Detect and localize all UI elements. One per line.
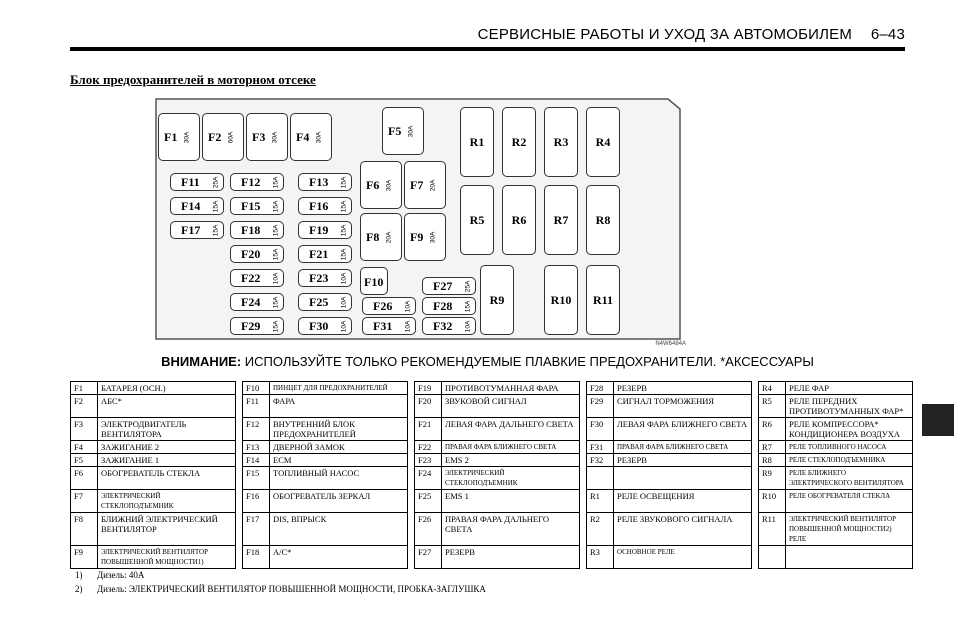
cell-description: DIS, ВПРЫСК bbox=[270, 513, 408, 546]
cell-description: EMS 1 bbox=[442, 490, 580, 513]
relay-label: R1 bbox=[469, 135, 485, 149]
column-gap bbox=[752, 513, 759, 546]
relay-r3 bbox=[544, 107, 578, 177]
cell-description: ЛЕВАЯ ФАРА БЛИЖНЕГО СВЕТА bbox=[614, 418, 752, 441]
fuse-f14 bbox=[170, 197, 224, 215]
column-gap bbox=[752, 382, 759, 395]
cell-code: R9 bbox=[759, 467, 786, 490]
column-gap bbox=[408, 490, 415, 513]
cell-code: R7 bbox=[759, 441, 786, 454]
fuse-label: F29 bbox=[241, 319, 261, 333]
fuse-f17 bbox=[170, 221, 224, 239]
fuse-f26 bbox=[362, 297, 416, 315]
cell-description: ОСНОВНОЕ РЕЛЕ bbox=[614, 546, 752, 569]
fuse-f22 bbox=[230, 269, 284, 287]
column-gap bbox=[752, 454, 759, 467]
fuse-label: F28 bbox=[433, 299, 453, 313]
fuse-label: F5 bbox=[388, 124, 402, 138]
table-row bbox=[71, 513, 913, 546]
cell-description: ECM bbox=[270, 454, 408, 467]
table-row bbox=[71, 382, 913, 395]
cell-description: ПРАВАЯ ФАРА БЛИЖНЕГО СВЕТА bbox=[442, 441, 580, 454]
warning-text: ИСПОЛЬЗУЙТЕ ТОЛЬКО РЕКОМЕНДУЕМЫЕ ПЛАВКИЕ ПРЕДОХРАНИТЕЛИ. *АКСЕССУАРЫ bbox=[241, 354, 814, 369]
table-row bbox=[71, 467, 913, 490]
fuse-label: F3 bbox=[252, 130, 266, 144]
column-gap bbox=[580, 382, 587, 395]
cell-code: R2 bbox=[587, 513, 614, 546]
column-gap bbox=[580, 546, 587, 569]
cell-description: БАТАРЕЯ (ОСН.) bbox=[98, 382, 236, 395]
fuse-f30 bbox=[298, 317, 352, 335]
cell-description: РЕЗЕРВ bbox=[442, 546, 580, 569]
cell-description: РЕЛЕ ЗВУКОВОГО СИГНАЛА bbox=[614, 513, 752, 546]
fuse-label: F19 bbox=[309, 223, 329, 237]
fuse-f6 bbox=[360, 161, 402, 209]
cell-code: F19 bbox=[415, 382, 442, 395]
column-gap bbox=[236, 441, 243, 454]
column-gap bbox=[236, 467, 243, 490]
relay-r4 bbox=[586, 107, 620, 177]
column-gap bbox=[580, 441, 587, 454]
column-gap bbox=[580, 467, 587, 490]
cell-code: F26 bbox=[415, 513, 442, 546]
fuse-label: F1 bbox=[164, 130, 178, 144]
cell-code: F25 bbox=[415, 490, 442, 513]
cell-code: F1 bbox=[71, 382, 98, 395]
fuse-label: F10 bbox=[364, 275, 384, 289]
fuse-f4 bbox=[290, 113, 332, 161]
column-gap bbox=[580, 490, 587, 513]
fuse-f28 bbox=[422, 297, 476, 315]
fuse-label: F25 bbox=[309, 295, 329, 309]
column-gap bbox=[408, 513, 415, 546]
fuse-label: F12 bbox=[241, 175, 261, 189]
fuse-label: F11 bbox=[181, 175, 200, 189]
fuse-rating: 15A bbox=[340, 200, 348, 213]
fuse-label: F7 bbox=[410, 178, 424, 192]
fuse-label: F2 bbox=[208, 130, 222, 144]
column-gap bbox=[408, 546, 415, 569]
cell-description: РЕЛЕ СТЕКЛОПОДЪЕМНИКА bbox=[786, 454, 913, 467]
fuse-rating: 20A bbox=[385, 231, 393, 244]
cell-code: F18 bbox=[243, 546, 270, 569]
column-gap bbox=[580, 454, 587, 467]
fuse-f3 bbox=[246, 113, 288, 161]
diagram-code: N4W6484A bbox=[655, 341, 686, 347]
column-gap bbox=[408, 454, 415, 467]
fuse-label: F9 bbox=[410, 230, 424, 244]
cell-description: РЕЗЕРВ bbox=[614, 382, 752, 395]
fuse-rating: 15A bbox=[272, 200, 280, 213]
fuse-rating: 10A bbox=[404, 300, 412, 313]
cell-code: R1 bbox=[587, 490, 614, 513]
fuse-rating: 60A bbox=[227, 131, 235, 144]
cell-description: EMS 2 bbox=[442, 454, 580, 467]
cell-description: A/C* bbox=[270, 546, 408, 569]
cell-code: F32 bbox=[587, 454, 614, 467]
fuse-f31 bbox=[362, 317, 416, 335]
relay-r6 bbox=[502, 185, 536, 255]
cell-code: F31 bbox=[587, 441, 614, 454]
fuse-label: F32 bbox=[433, 319, 453, 333]
cell-description bbox=[614, 467, 752, 490]
cell-description: ЭЛЕКТРИЧЕСКИЙ СТЕКЛОПОДЪЕМНИК bbox=[98, 490, 236, 513]
cell-description: РЕЛЕ ФАР bbox=[786, 382, 913, 395]
warning-note bbox=[70, 354, 905, 369]
column-gap bbox=[752, 490, 759, 513]
cell-code: F30 bbox=[587, 418, 614, 441]
fuse-label: F18 bbox=[241, 223, 261, 237]
cell-description: ДВЕРНОЙ ЗАМОК bbox=[270, 441, 408, 454]
fuse-rating: 10A bbox=[404, 320, 412, 333]
cell-code: R4 bbox=[759, 382, 786, 395]
fuse-f10 bbox=[360, 267, 388, 295]
fuse-rating: 15A bbox=[272, 320, 280, 333]
fuse-rating: 30A bbox=[385, 179, 393, 192]
cell-description: РЕЛЕ ОСВЕЩЕНИЯ bbox=[614, 490, 752, 513]
fuse-rating: 30A bbox=[271, 131, 279, 144]
cell-code: R6 bbox=[759, 418, 786, 441]
fuse-label: F17 bbox=[181, 223, 201, 237]
fuse-label: F27 bbox=[433, 279, 453, 293]
relay-label: R9 bbox=[489, 293, 505, 307]
column-gap bbox=[236, 490, 243, 513]
fuse-f7 bbox=[404, 161, 446, 209]
cell-code: F27 bbox=[415, 546, 442, 569]
fuse-f29 bbox=[230, 317, 284, 335]
cell-code bbox=[759, 546, 786, 569]
cell-description: РЕЛЕ ТОПЛИВНОГО НАСОСА bbox=[786, 441, 913, 454]
cell-description: РЕЛЕ БЛИЖНЕГО ЭЛЕКТРИЧЕСКОГО ВЕНТИЛЯТОРА bbox=[786, 467, 913, 490]
fuse-label: F21 bbox=[309, 247, 329, 261]
warning-label: ВНИМАНИЕ: bbox=[161, 354, 242, 369]
fuse-rating: 15A bbox=[464, 300, 472, 313]
cell-description: РЕЛЕ КОМПРЕССОРА* КОНДИЦИОНЕРА ВОЗДУХА bbox=[786, 418, 913, 441]
fuse-rating: 30A bbox=[183, 131, 191, 144]
fuse-rating: 15A bbox=[212, 200, 220, 213]
cell-description: ПРАВАЯ ФАРА БЛИЖНЕГО СВЕТА bbox=[614, 441, 752, 454]
cell-description: ЭЛЕКТРИЧЕСКИЙ СТЕКЛОПОДЪЕМНИК bbox=[442, 467, 580, 490]
relay-r11 bbox=[586, 265, 620, 335]
fuse-rating: 20A bbox=[429, 179, 437, 192]
relay-r1 bbox=[460, 107, 494, 177]
fuse-label: F4 bbox=[296, 130, 310, 144]
fuse-f15 bbox=[230, 197, 284, 215]
fuse-f18 bbox=[230, 221, 284, 239]
fuse-label: F16 bbox=[309, 199, 329, 213]
column-gap bbox=[236, 418, 243, 441]
fuse-f25 bbox=[298, 293, 352, 311]
table-row bbox=[71, 490, 913, 513]
cell-description: ЛЕВАЯ ФАРА ДАЛЬНЕГО СВЕТА bbox=[442, 418, 580, 441]
column-gap bbox=[580, 418, 587, 441]
cell-code: R10 bbox=[759, 490, 786, 513]
column-gap bbox=[408, 395, 415, 418]
column-gap bbox=[236, 546, 243, 569]
footnote: 2) Дизель: ЭЛЕКТРИЧЕСКИЙ ВЕНТИЛЯТОР ПОВЫШЕННОЙ МОЩНОСТИ, ПРОБКА-ЗАГЛУШКА bbox=[75, 584, 486, 594]
cell-description: РЕЛЕ ПЕРЕДНИХ ПРОТИВОТУМАННЫХ ФАР* bbox=[786, 395, 913, 418]
fuse-label: F24 bbox=[241, 295, 261, 309]
fuse-rating: 25A bbox=[464, 280, 472, 293]
fuse-f1 bbox=[158, 113, 200, 161]
cell-description: РЕЛЕ ОБОГРЕВАТЕЛЯ СТЕКЛА bbox=[786, 490, 913, 513]
fuse-rating: 15A bbox=[272, 296, 280, 309]
column-gap bbox=[408, 441, 415, 454]
cell-code: F16 bbox=[243, 490, 270, 513]
table-row bbox=[71, 546, 913, 569]
fuse-f32 bbox=[422, 317, 476, 335]
cell-description: ЗВУКОВОЙ СИГНАЛ bbox=[442, 395, 580, 418]
fuse-rating: 15A bbox=[272, 248, 280, 261]
chapter-tab bbox=[922, 404, 954, 436]
cell-description: ЭЛЕКТРОДВИГАТЕЛЬ ВЕНТИЛЯТОРА bbox=[98, 418, 236, 441]
cell-code: R3 bbox=[587, 546, 614, 569]
cell-code: F7 bbox=[71, 490, 98, 513]
table-row bbox=[71, 418, 913, 441]
fuse-rating: 10A bbox=[464, 320, 472, 333]
cell-code: F23 bbox=[415, 454, 442, 467]
fuse-rating: 30A bbox=[315, 131, 323, 144]
section-title: Блок предохранителей в моторном отсеке bbox=[70, 72, 316, 87]
fuse-f21 bbox=[298, 245, 352, 263]
fuse-rating: 15A bbox=[340, 248, 348, 261]
fuse-f24 bbox=[230, 293, 284, 311]
column-gap bbox=[236, 454, 243, 467]
cell-code: R11 bbox=[759, 513, 786, 546]
column-gap bbox=[236, 395, 243, 418]
cell-description: СИГНАЛ ТОРМОЖЕНИЯ bbox=[614, 395, 752, 418]
cell-code: F5 bbox=[71, 454, 98, 467]
cell-description bbox=[786, 546, 913, 569]
cell-code: F21 bbox=[415, 418, 442, 441]
cell-description: ФАРА bbox=[270, 395, 408, 418]
fuse-label: F23 bbox=[309, 271, 329, 285]
cell-code: F12 bbox=[243, 418, 270, 441]
fuse-rating: 30A bbox=[429, 231, 437, 244]
fuse-label: F6 bbox=[366, 178, 380, 192]
column-gap bbox=[408, 382, 415, 395]
cell-code: F17 bbox=[243, 513, 270, 546]
cell-code: F15 bbox=[243, 467, 270, 490]
footnote: 1) Дизель: 40A bbox=[75, 570, 145, 580]
relay-r7 bbox=[544, 185, 578, 255]
fuse-rating: 15A bbox=[272, 176, 280, 189]
fuse-rating: 10A bbox=[272, 272, 280, 285]
cell-description: ОБОГРЕВАТЕЛЬ ЗЕРКАЛ bbox=[270, 490, 408, 513]
relay-label: R6 bbox=[511, 213, 527, 227]
cell-description: БЛИЖНИЙ ЭЛЕКТРИЧЕСКИЙ ВЕНТИЛЯТОР bbox=[98, 513, 236, 546]
fuse-rating: 15A bbox=[212, 224, 220, 237]
relay-label: R8 bbox=[595, 213, 611, 227]
cell-code: F22 bbox=[415, 441, 442, 454]
cell-code: F4 bbox=[71, 441, 98, 454]
cell-description: ЗАЖИГАНИЕ 2 bbox=[98, 441, 236, 454]
column-gap bbox=[408, 418, 415, 441]
fuse-f8 bbox=[360, 213, 402, 261]
cell-code: F11 bbox=[243, 395, 270, 418]
fuse-label: F15 bbox=[241, 199, 261, 213]
relay-r8 bbox=[586, 185, 620, 255]
fuse-f9 bbox=[404, 213, 446, 261]
column-gap bbox=[752, 441, 759, 454]
fuse-rating: 15A bbox=[272, 224, 280, 237]
cell-code: F10 bbox=[243, 382, 270, 395]
relay-r2 bbox=[502, 107, 536, 177]
relay-label: R4 bbox=[595, 135, 611, 149]
header-title: СЕРВИСНЫЕ РАБОТЫ И УХОД ЗА АВТОМОБИЛЕМ bbox=[477, 26, 853, 43]
cell-code: F24 bbox=[415, 467, 442, 490]
cell-code bbox=[587, 467, 614, 490]
cell-description: АБС* bbox=[98, 395, 236, 418]
fuse-label: F30 bbox=[309, 319, 329, 333]
cell-description: ЭЛЕКТРИЧЕСКИЙ ВЕНТИЛЯТОР ПОВЫШЕННОЙ МОЩНОСТИ2) РЕЛЕ bbox=[786, 513, 913, 546]
fuse-label: F31 bbox=[373, 319, 393, 333]
column-gap bbox=[580, 395, 587, 418]
relay-label: R3 bbox=[553, 135, 569, 149]
footnotes bbox=[75, 568, 486, 596]
table-row bbox=[71, 441, 913, 454]
relay-label: R5 bbox=[469, 213, 485, 227]
column-gap bbox=[580, 513, 587, 546]
fuse-label: F13 bbox=[309, 175, 329, 189]
relay-label: R2 bbox=[511, 135, 527, 149]
column-gap bbox=[752, 467, 759, 490]
fuse-f20 bbox=[230, 245, 284, 263]
cell-description: ВНУТРЕННИЙ БЛОК ПРЕДОХРАНИТЕЛЕЙ bbox=[270, 418, 408, 441]
fuse-f12 bbox=[230, 173, 284, 191]
fuse-f23 bbox=[298, 269, 352, 287]
column-gap bbox=[408, 467, 415, 490]
cell-description: ТОПЛИВНЫЙ НАСОС bbox=[270, 467, 408, 490]
cell-code: F28 bbox=[587, 382, 614, 395]
cell-code: R5 bbox=[759, 395, 786, 418]
fuse-label: F8 bbox=[366, 230, 380, 244]
cell-description: ЗАЖИГАНИЕ 1 bbox=[98, 454, 236, 467]
cell-code: F29 bbox=[587, 395, 614, 418]
fuse-label: F20 bbox=[241, 247, 261, 261]
relay-r9 bbox=[480, 265, 514, 335]
fuse-rating: 10A bbox=[340, 296, 348, 309]
fuse-f27 bbox=[422, 277, 476, 295]
fuse-rating: 25A bbox=[212, 176, 220, 189]
relay-label: R7 bbox=[553, 213, 569, 227]
column-gap bbox=[752, 395, 759, 418]
cell-description: ЭЛЕКТРИЧЕСКИЙ ВЕНТИЛЯТОР ПОВЫШЕННОЙ МОЩНОСТИ1) bbox=[98, 546, 236, 569]
fuse-label: F22 bbox=[241, 271, 261, 285]
cell-description: ПИНЦЕТ ДЛЯ ПРЕДОХРАНИТЕЛЕЙ bbox=[270, 382, 408, 395]
fuse-f5 bbox=[382, 107, 424, 155]
cell-code: F13 bbox=[243, 441, 270, 454]
cell-code: F8 bbox=[71, 513, 98, 546]
cell-description: РЕЗЕРВ bbox=[614, 454, 752, 467]
column-gap bbox=[752, 546, 759, 569]
fuse-f11 bbox=[170, 173, 224, 191]
fuse-rating: 15A bbox=[340, 224, 348, 237]
fuse-table bbox=[70, 381, 913, 569]
fuse-f13 bbox=[298, 173, 352, 191]
cell-code: F2 bbox=[71, 395, 98, 418]
cell-code: F6 bbox=[71, 467, 98, 490]
column-gap bbox=[236, 513, 243, 546]
fuse-f19 bbox=[298, 221, 352, 239]
cell-code: F14 bbox=[243, 454, 270, 467]
cell-code: F20 bbox=[415, 395, 442, 418]
page-header bbox=[460, 26, 905, 43]
relay-label: R10 bbox=[550, 293, 572, 307]
fuse-box-diagram bbox=[150, 95, 690, 355]
page-number: 6–43 bbox=[870, 26, 905, 43]
cell-code: F3 bbox=[71, 418, 98, 441]
table-row bbox=[71, 395, 913, 418]
fuse-rating: 10A bbox=[340, 272, 348, 285]
cell-description: ПРАВАЯ ФАРА ДАЛЬНЕГО СВЕТА bbox=[442, 513, 580, 546]
column-gap bbox=[236, 382, 243, 395]
header-rule bbox=[70, 47, 905, 51]
fuse-rating: 30A bbox=[407, 125, 415, 138]
fuse-label: F26 bbox=[373, 299, 393, 313]
cell-description: ОБОГРЕВАТЕЛЬ СТЕКЛА bbox=[98, 467, 236, 490]
fuse-rating: 15A bbox=[340, 176, 348, 189]
cell-description: ПРОТИВОТУМАННАЯ ФАРА bbox=[442, 382, 580, 395]
fuse-label: F14 bbox=[181, 199, 201, 213]
fuse-f2 bbox=[202, 113, 244, 161]
relay-r10 bbox=[544, 265, 578, 335]
relay-r5 bbox=[460, 185, 494, 255]
column-gap bbox=[752, 418, 759, 441]
cell-code: R8 bbox=[759, 454, 786, 467]
table-row bbox=[71, 454, 913, 467]
fuse-f16 bbox=[298, 197, 352, 215]
fuse-rating: 10A bbox=[340, 320, 348, 333]
relay-label: R11 bbox=[592, 293, 613, 307]
cell-code: F9 bbox=[71, 546, 98, 569]
